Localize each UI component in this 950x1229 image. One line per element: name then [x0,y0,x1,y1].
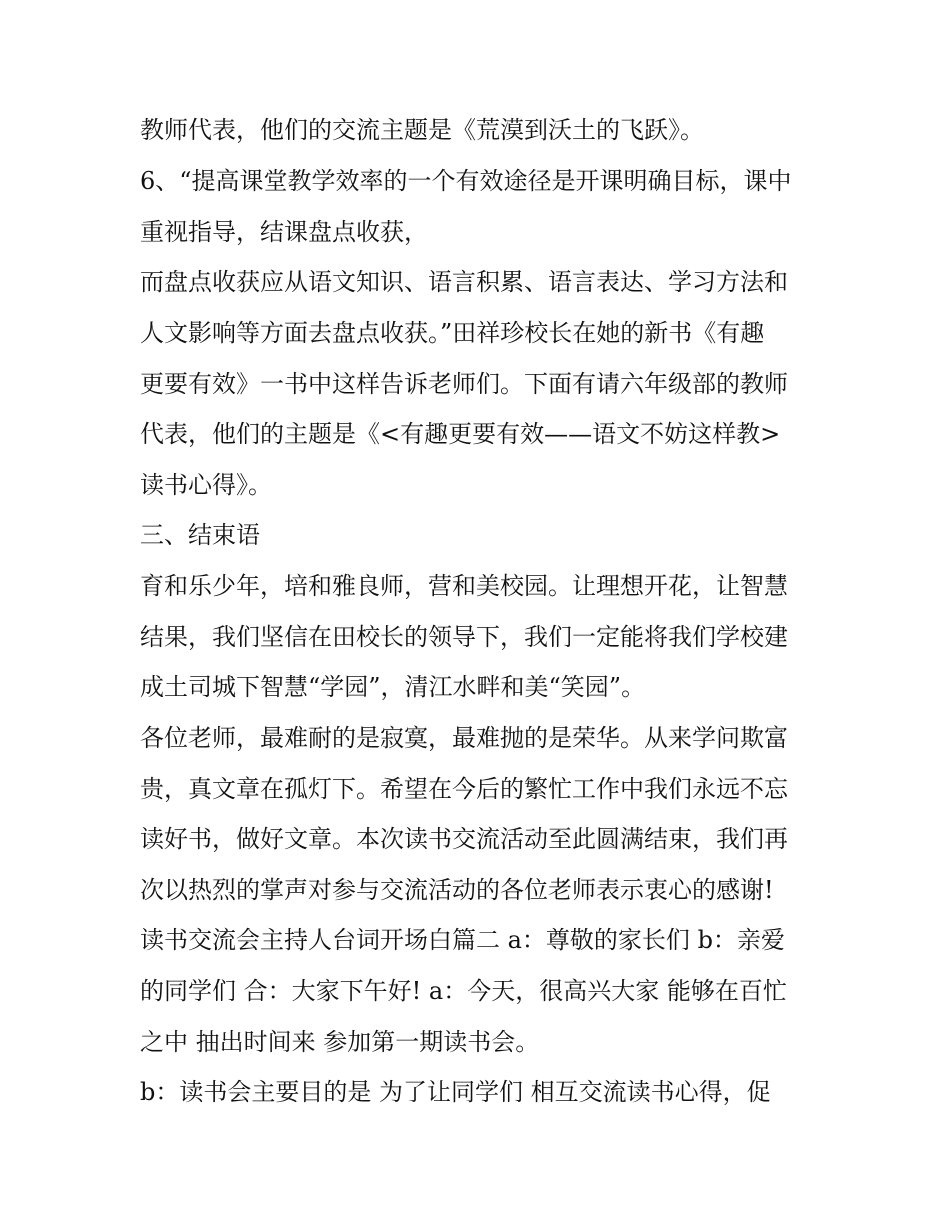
text-line: 之中 抽出时间来 参加第一期读书会。 [140,1028,540,1056]
text-line: 各位老师，最难耐的是寂寞，最难抛的是荣华。从来学问欺富 [140,724,788,752]
text-line: 读书交流会主持人台词开场白篇二 a：尊敬的家长们 b：亲爱 [140,926,785,954]
text-line: 重视指导，结课盘点收获， [140,218,428,246]
text-line: b：读书会主要目的是 为了让同学们 相互交流读书心得，促 [140,1078,771,1106]
text-line: 贵，真文章在孤灯下。希望在今后的繁忙工作中我们永远不忘 [140,775,788,803]
text-line: 的同学们 合：大家下午好! a：今天，很高兴大家 能够在百忙 [140,977,787,1005]
text-line: 而盘点收获应从语文知识、语言积累、语言表达、学习方法和 [140,268,788,296]
text-line: 结果，我们坚信在田校长的领导下，我们一定能将我们学校建 [140,623,788,651]
text-line: 教师代表，他们的交流主题是《荒漠到沃土的飞跃》。 [140,116,704,144]
text-line: 6、“提高课堂教学效率的一个有效途径是开课明确目标，课中 [140,167,792,195]
text-line: 次以热烈的掌声对参与交流活动的各位老师表示衷心的感谢! [140,876,774,904]
text-line: 读书心得》。 [140,471,272,499]
text-line: 成土司城下智慧“学园”，清江水畔和美“笑园”。 [140,673,646,701]
text-line: 更要有效》一书中这样告诉老师们。下面有请六年级部的教师 [140,370,788,398]
text-line: 育和乐少年，培和雅良师，营和美校园。让理想开花，让智慧 [140,572,788,600]
text-line: 读好书，做好文章。本次读书交流活动至此圆满结束，我们再 [140,825,788,853]
section-heading: 三、结束语 [140,521,260,549]
text-line: 人文影响等方面去盘点收获。”田祥珍校长在她的新书《有趣 [140,319,765,347]
text-line: 代表，他们的主题是《<有趣更要有效——语文不妨这样教> [140,420,781,448]
